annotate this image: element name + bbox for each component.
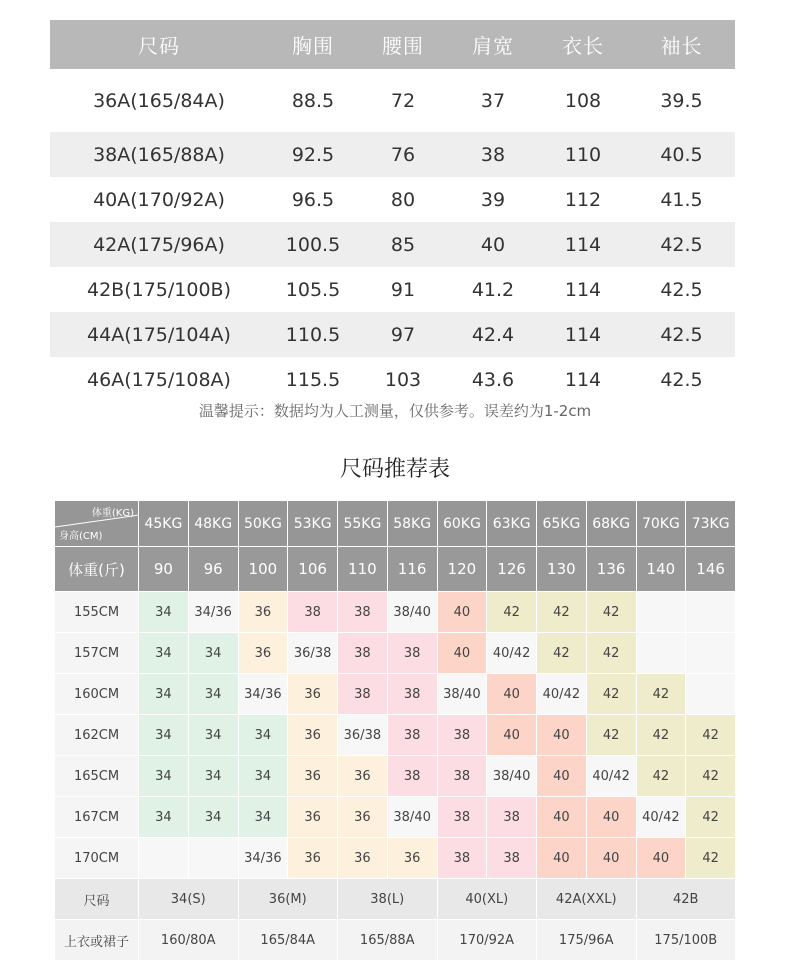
recommended-size-cell: 38/40	[437, 674, 487, 715]
recommended-size-cell: 36	[338, 838, 388, 879]
recommended-size-cell: 36/38	[288, 633, 338, 674]
recommended-size-cell: 38	[487, 838, 537, 879]
recommended-size-cell: 38	[437, 838, 487, 879]
weight-jin-row	[55, 547, 736, 592]
recommended-size-cell: 42	[686, 715, 736, 756]
recommended-size-cell	[686, 633, 736, 674]
recommended-size-cell: 42	[636, 756, 686, 797]
height-label: 162CM	[55, 715, 139, 756]
size-table-row	[50, 267, 735, 312]
recommended-size-cell: 34	[188, 633, 238, 674]
recommended-size-cell: 40	[586, 838, 636, 879]
measurement-cell: 42.5	[628, 222, 735, 267]
height-label: 170CM	[55, 838, 139, 879]
recommended-size-cell: 38/40	[387, 797, 437, 838]
recommended-size-cell: 38	[487, 797, 537, 838]
measurement-cell: 110.5	[268, 312, 358, 357]
top-size-cell: 170/92A	[437, 920, 537, 961]
weight-jin-cell: 140	[636, 547, 686, 592]
weight-jin-cell: 126	[487, 547, 537, 592]
measurement-cell: 43.6	[471, 368, 515, 391]
height-label: 157CM	[55, 633, 139, 674]
measurement-cell: 105.5	[285, 278, 341, 301]
weight-jin-cell: 100	[238, 547, 288, 592]
size-cell: 38A(165/88A)	[50, 132, 268, 177]
measurement-cell: 100.5	[268, 222, 358, 267]
measurement-cell: 110	[538, 132, 628, 177]
recommended-size-cell: 40	[437, 633, 487, 674]
measurement-cell: 42.5	[628, 312, 735, 357]
recommended-size-cell: 42	[686, 838, 736, 879]
size-table-row	[50, 222, 735, 267]
corner-cell	[55, 501, 139, 547]
top-size-cell: 160/80A	[139, 920, 239, 961]
measurement-cell: 108	[564, 89, 602, 112]
recommended-size-cell: 40	[537, 756, 587, 797]
recommended-size-cell: 36	[338, 756, 388, 797]
recommended-size-cell: 40	[487, 715, 537, 756]
size-table-row	[50, 357, 735, 402]
recommended-size-cell	[188, 838, 238, 879]
height-row	[55, 674, 736, 715]
height-row	[55, 715, 736, 756]
weight-jin-cell: 120	[437, 547, 487, 592]
measurement-cell: 114	[564, 278, 602, 301]
height-row	[55, 838, 736, 879]
recommended-size-cell: 38	[437, 797, 487, 838]
height-row	[55, 592, 736, 633]
measurement-cell: 39.5	[660, 89, 703, 112]
recommended-size-cell: 42	[586, 592, 636, 633]
recommended-size-cell: 38	[338, 592, 388, 633]
recommendation-table	[54, 500, 736, 961]
measurement-cell: 114	[538, 312, 628, 357]
weight-kg-cell: 63KG	[487, 501, 537, 547]
measurement-cell: 112	[564, 188, 602, 211]
size-table-row	[50, 132, 735, 177]
recommended-size-cell: 42	[636, 674, 686, 715]
recommended-size-cell: 42	[686, 756, 736, 797]
recommended-size-cell	[686, 674, 736, 715]
size-table-row	[50, 69, 735, 132]
size-table	[50, 20, 735, 402]
jin-label: 体重(斤)	[55, 547, 139, 592]
measurement-cell: 39	[480, 188, 506, 211]
header-chest: 胸围	[268, 20, 358, 69]
header-size: 尺码	[50, 20, 268, 69]
weight-jin-cell: 90	[139, 547, 189, 592]
recommended-size-cell: 38	[437, 756, 487, 797]
size-cell: 46A(175/108A)	[87, 368, 231, 391]
recommended-size-cell: 38	[338, 674, 388, 715]
corner-weight-label: 体重(KG)	[91, 508, 134, 519]
weight-kg-cell: 53KG	[288, 501, 338, 547]
measurement-cell: 38	[448, 132, 538, 177]
top-size-cell: 165/84A	[238, 920, 338, 961]
measurement-cell: 42.5	[660, 278, 703, 301]
recommended-size-cell: 40/42	[537, 674, 587, 715]
recommended-size-cell: 34	[139, 592, 189, 633]
recommended-size-cell: 36	[288, 756, 338, 797]
measurement-cell: 103	[384, 368, 422, 391]
recommended-size-cell: 42	[537, 592, 587, 633]
weight-kg-cell: 60KG	[437, 501, 487, 547]
recommended-size-cell: 34	[139, 674, 189, 715]
measurement-cell: 37	[480, 89, 506, 112]
measurement-cell: 114	[538, 222, 628, 267]
height-row	[55, 633, 736, 674]
weight-kg-cell: 58KG	[387, 501, 437, 547]
recommended-size-cell: 40	[537, 797, 587, 838]
recommended-size-cell: 34	[188, 797, 238, 838]
measurement-cell: 91	[390, 278, 416, 301]
weight-kg-cell: 45KG	[139, 501, 189, 547]
recommended-size-cell: 36	[288, 674, 338, 715]
weight-kg-cell: 68KG	[586, 501, 636, 547]
weight-jin-cell: 106	[288, 547, 338, 592]
recommended-size-cell: 36	[387, 838, 437, 879]
measurement-cell: 40	[448, 222, 538, 267]
recommended-size-cell: 40	[437, 592, 487, 633]
size-row	[55, 879, 736, 920]
top-size-cell: 165/88A	[338, 920, 438, 961]
height-label: 155CM	[55, 592, 139, 633]
recommended-size-cell: 42	[586, 674, 636, 715]
measurement-cell: 114	[564, 368, 602, 391]
header-sleeve: 袖长	[628, 20, 735, 69]
weight-kg-cell: 50KG	[238, 501, 288, 547]
recommended-size-cell: 36	[238, 592, 288, 633]
recommended-size-cell: 38	[288, 592, 338, 633]
weight-jin-cell: 146	[686, 547, 736, 592]
measurement-cell: 85	[358, 222, 448, 267]
recommended-size-cell: 34	[139, 797, 189, 838]
recommended-size-cell: 38/40	[387, 592, 437, 633]
weight-jin-cell: 110	[338, 547, 388, 592]
measurement-cell: 41.2	[471, 278, 515, 301]
weight-jin-cell: 116	[387, 547, 437, 592]
top-size-cell: 175/96A	[537, 920, 637, 961]
top-row-label: 上衣或裙子	[55, 920, 139, 961]
size-table-row	[50, 312, 735, 357]
recommended-size-cell: 36	[288, 838, 338, 879]
size-cell: 42B(175/100B)	[86, 278, 231, 301]
size-table-header	[50, 20, 735, 69]
recommended-size-cell: 40	[636, 838, 686, 879]
header-length: 衣长	[538, 20, 628, 69]
height-label: 167CM	[55, 797, 139, 838]
height-row	[55, 756, 736, 797]
recommended-size-cell: 34	[188, 674, 238, 715]
measurement-cell: 92.5	[268, 132, 358, 177]
recommended-size-cell: 42	[586, 633, 636, 674]
weight-kg-cell: 73KG	[686, 501, 736, 547]
size-code-cell: 40(XL)	[437, 879, 537, 920]
height-label: 160CM	[55, 674, 139, 715]
recommended-size-cell: 38	[387, 674, 437, 715]
recommended-size-cell: 40/42	[636, 797, 686, 838]
measurement-cell: 41.5	[660, 188, 703, 211]
height-label: 165CM	[55, 756, 139, 797]
recommended-size-cell: 42	[586, 715, 636, 756]
recommended-size-cell: 36	[288, 797, 338, 838]
recommended-size-cell: 40	[537, 715, 587, 756]
top-size-cell: 175/100B	[636, 920, 736, 961]
header-shoulder: 肩宽	[448, 20, 538, 69]
recommended-size-cell: 40	[487, 674, 537, 715]
recommended-size-cell: 34/36	[188, 592, 238, 633]
top-row	[55, 920, 736, 961]
measurement-cell: 76	[358, 132, 448, 177]
measurement-cell: 40.5	[628, 132, 735, 177]
recommended-size-cell: 34	[188, 715, 238, 756]
weight-jin-cell: 96	[188, 547, 238, 592]
recommended-size-cell: 42	[537, 633, 587, 674]
recommended-size-cell: 42	[487, 592, 537, 633]
measurement-cell: 80	[390, 188, 416, 211]
recommended-size-cell: 42	[686, 797, 736, 838]
recommended-size-cell: 34	[238, 715, 288, 756]
recommended-size-cell: 36	[338, 797, 388, 838]
size-code-cell: 36(M)	[238, 879, 338, 920]
recommended-size-cell: 34	[139, 715, 189, 756]
size-code-cell: 42B	[636, 879, 736, 920]
recommended-size-cell: 40	[586, 797, 636, 838]
recommended-size-cell: 36	[238, 633, 288, 674]
recommended-size-cell: 38	[338, 633, 388, 674]
weight-kg-cell: 70KG	[636, 501, 686, 547]
recommended-size-cell	[686, 592, 736, 633]
recommended-size-cell: 38	[437, 715, 487, 756]
size-cell: 44A(175/104A)	[50, 312, 268, 357]
recommended-size-cell: 34/36	[238, 838, 288, 879]
corner-height-label: 身高(CM)	[59, 531, 103, 542]
recommended-size-cell: 34	[238, 797, 288, 838]
recommended-size-cell: 42	[636, 715, 686, 756]
weight-kg-cell: 65KG	[537, 501, 587, 547]
measurement-cell: 97	[358, 312, 448, 357]
weight-kg-cell: 55KG	[338, 501, 388, 547]
recommended-size-cell: 36/38	[338, 715, 388, 756]
weight-jin-cell: 130	[537, 547, 587, 592]
measurement-cell: 115.5	[285, 368, 341, 391]
measurement-cell: 42.5	[660, 368, 703, 391]
recommended-size-cell: 34/36	[238, 674, 288, 715]
recommended-size-cell: 34	[188, 756, 238, 797]
weight-kg-cell: 48KG	[188, 501, 238, 547]
header-waist: 腰围	[358, 20, 448, 69]
height-row	[55, 797, 736, 838]
recommended-size-cell: 36	[288, 715, 338, 756]
size-code-cell: 38(L)	[338, 879, 438, 920]
size-code-cell: 42A(XXL)	[537, 879, 637, 920]
weight-kg-row	[55, 501, 736, 547]
recommended-size-cell: 34	[139, 633, 189, 674]
recommendation-title: 尺码推荐表	[339, 457, 450, 482]
recommended-size-cell: 34	[139, 756, 189, 797]
size-table-row	[50, 177, 735, 222]
measurement-cell: 72	[390, 89, 416, 112]
recommended-size-cell: 38	[387, 633, 437, 674]
measurement-cell: 42.4	[448, 312, 538, 357]
size-cell: 36A(165/84A)	[93, 89, 225, 112]
weight-jin-cell: 136	[586, 547, 636, 592]
recommended-size-cell: 38/40	[487, 756, 537, 797]
recommended-size-cell	[636, 592, 686, 633]
size-cell: 40A(170/92A)	[93, 188, 225, 211]
size-cell: 42A(175/96A)	[50, 222, 268, 267]
recommended-size-cell	[139, 838, 189, 879]
measurement-tip: 温馨提示：数据均为人工测量，仅供参考。误差约为1-2cm	[198, 402, 592, 420]
measurement-cell: 88.5	[291, 89, 335, 112]
recommended-size-cell: 38	[387, 715, 437, 756]
measurement-cell: 96.5	[291, 188, 335, 211]
recommended-size-cell	[636, 633, 686, 674]
recommended-size-cell: 38	[387, 756, 437, 797]
recommended-size-cell: 40/42	[487, 633, 537, 674]
size-code-cell: 34(S)	[139, 879, 239, 920]
size-row-label: 尺码	[55, 879, 139, 920]
recommended-size-cell: 40/42	[586, 756, 636, 797]
recommended-size-cell: 34	[238, 756, 288, 797]
recommended-size-cell: 40	[537, 838, 587, 879]
